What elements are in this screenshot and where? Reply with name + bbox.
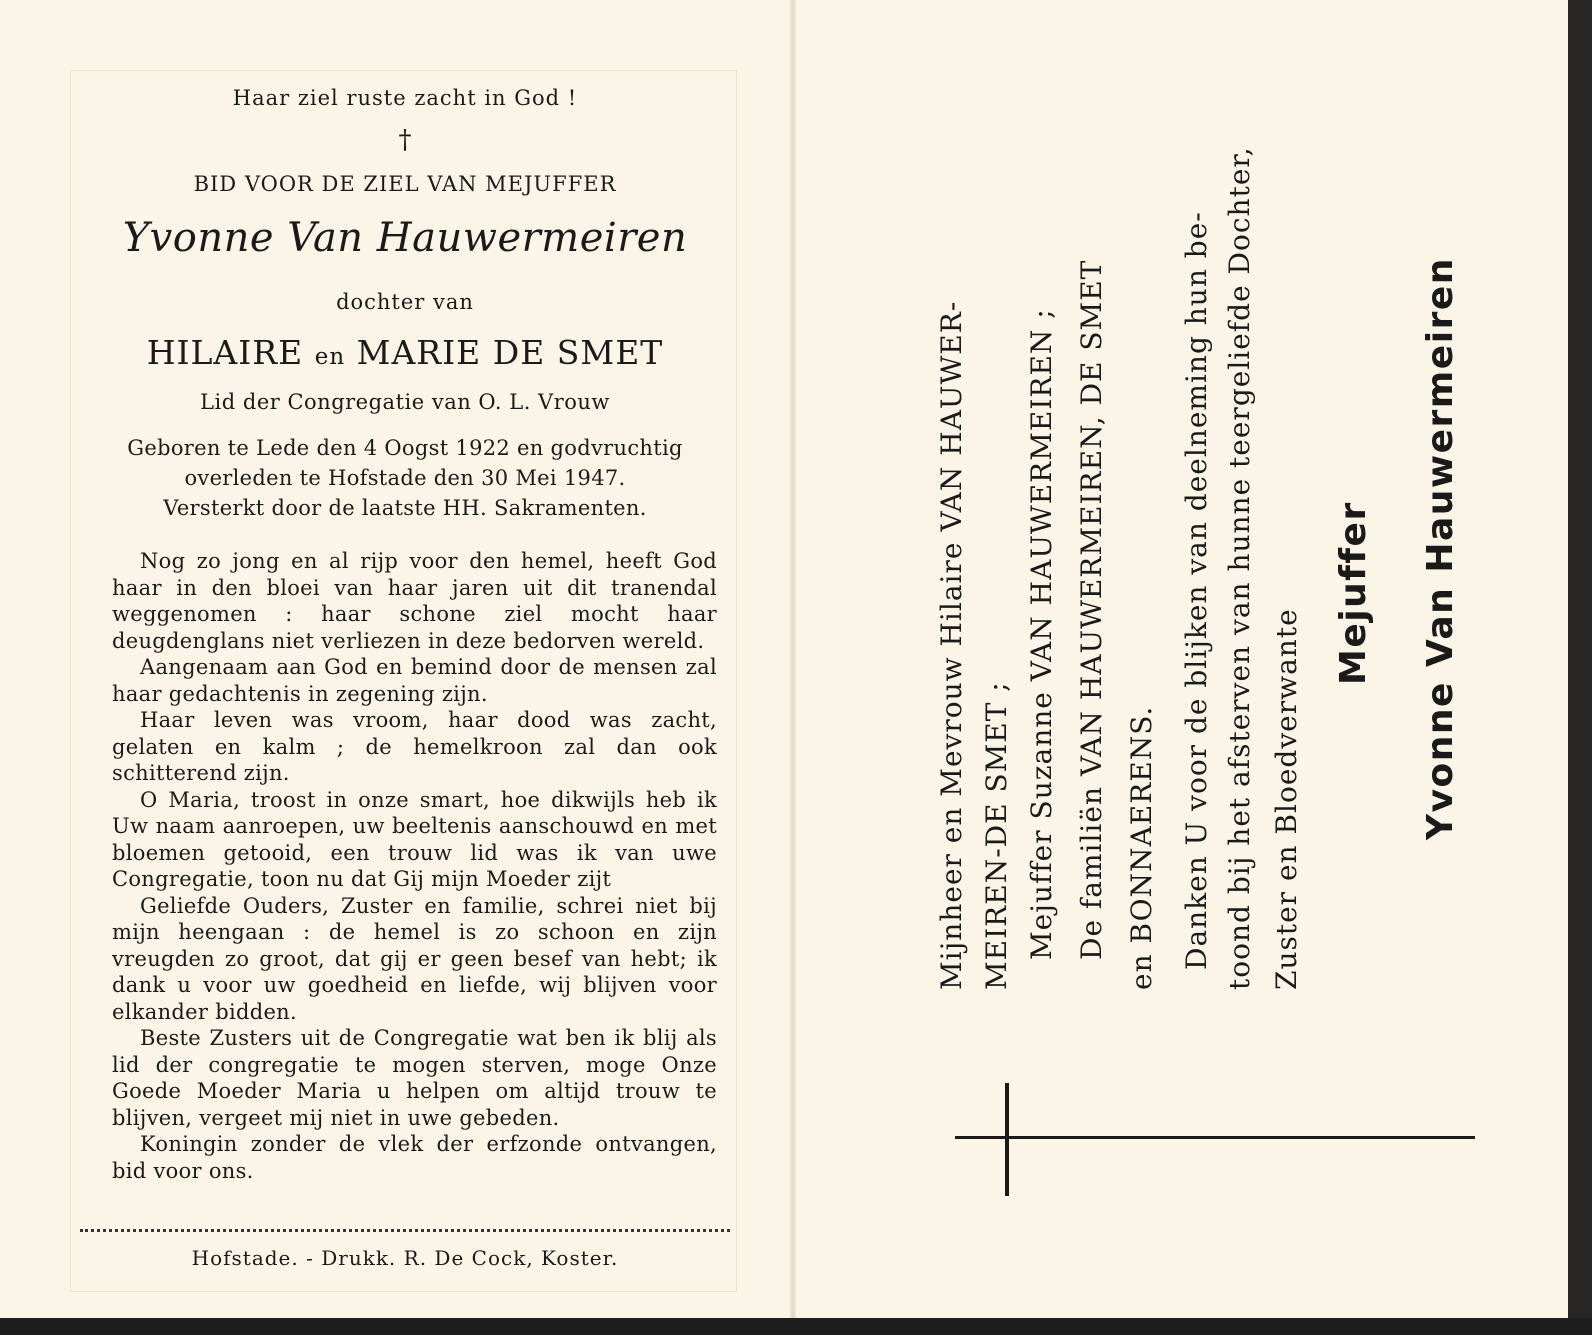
prayer-text: [112, 548, 717, 1184]
thanks-line: Zuster en Bloedverwante: [1270, 608, 1303, 990]
sacraments-line: Versterkt door de laatste HH. Sakramenten.: [163, 496, 647, 520]
father-name: HILAIRE: [146, 333, 304, 372]
cross-vertical-bar: [1005, 1083, 1009, 1196]
birth-death-block: [80, 433, 730, 523]
born-line: Geboren te Lede den 4 Oogst 1922 en godvruchtig: [127, 436, 683, 460]
thanks-line: MEIREN-DE SMET ;: [980, 681, 1013, 990]
thanks-line: toond bij het afsterven van hunne teergeliefde Dochter,: [1223, 146, 1256, 990]
motto: Haar ziel ruste zacht in God !: [232, 86, 578, 110]
prayer-heading: BID VOOR DE ZIEL VAN MEJUFFER: [193, 172, 617, 196]
prayer-paragraph: Geliefde Ouders, Zuster en familie, schrei niet bij mijn heengaan : de hemel is zo schoon en zijn vreugden zo groot, dat gij er geen besef van hebt; ik dank u voor uw goedheid en liefde, wij blijven voor elkander bidden.: [112, 893, 717, 1024]
scan-edge-right: [1568, 0, 1592, 1335]
prayer-paragraph: Aangenaam aan God en bemind door de mensen zal haar gedachtenis in zegening zijn.: [112, 655, 717, 706]
deceased-name-large: Yvonne Van Hauwermeiren: [1420, 257, 1461, 840]
scan-edge-bottom: [0, 1318, 1592, 1335]
cross-icon: †: [398, 125, 412, 155]
dotted-divider: [80, 1229, 730, 1232]
conjunction: en: [314, 344, 346, 370]
prayer-paragraph: Haar leven was vroom, haar dood was zacht, gelaten en kalm ; de hemelkroon zal dan ook schitterend zijn.: [112, 708, 717, 785]
parents: [80, 333, 730, 372]
prayer-paragraph: Beste Zusters uit de Congregatie wat ben ik blij als lid der congregatie te mogen sterven, moge Onze Goede Moeder Maria u helpen om altijd trouw te blijven, vergeet mij niet in uwe gebeden.: [112, 1026, 717, 1130]
prayer-paragraph: Koningin zonder de vlek der erfzonde ontvangen, bid voor ons.: [112, 1132, 717, 1183]
deceased-name: Yvonne Van Hauwermeiren: [122, 215, 688, 261]
congregation-line: Lid der Congregatie van O. L. Vrouw: [200, 390, 610, 414]
thank-you-panel: [935, 146, 1495, 990]
mother-name: MARIE DE SMET: [356, 333, 664, 372]
thanks-line: Danken U voor de blijken van deelneming hun be-: [1180, 211, 1213, 970]
cross-horizontal-bar: [955, 1136, 1475, 1139]
prayer-paragraph: O Maria, troost in onze smart, hoe dikwijls heb ik Uw naam aanroepen, uw beeltenis aanschouwd en met bloemen getooid, een trouw lid was ik van uwe Congregatie, toon nu dat Gij mijn Moeder zijt: [112, 787, 717, 891]
card-fold: [790, 0, 796, 1318]
thanks-line: en BONNAERENS.: [1125, 705, 1158, 990]
daughter-of: dochter van: [336, 290, 474, 314]
prayer-paragraph: Nog zo jong en al rijp voor den hemel, heeft God haar in den bloei van haar jaren uit dit tranendal weggenomen : haar schone ziel mocht haar deugdenglans niet verliezen in deze bedorven wereld.: [112, 549, 717, 653]
thanks-line: Mijnheer en Mevrouw Hilaire VAN HAUWER-: [935, 300, 968, 990]
printer-line: Hofstade. - Drukk. R. De Cock, Koster.: [191, 1246, 619, 1270]
title-mejuffer: Mejuffer: [1333, 501, 1374, 685]
died-line: overleden te Hofstade den 30 Mei 1947.: [184, 466, 626, 490]
thanks-line: De familiën VAN HAUWERMEIREN, DE SMET: [1075, 259, 1108, 960]
thanks-line: Mejuffer Suzanne VAN HAUWERMEIREN ;: [1025, 308, 1058, 960]
